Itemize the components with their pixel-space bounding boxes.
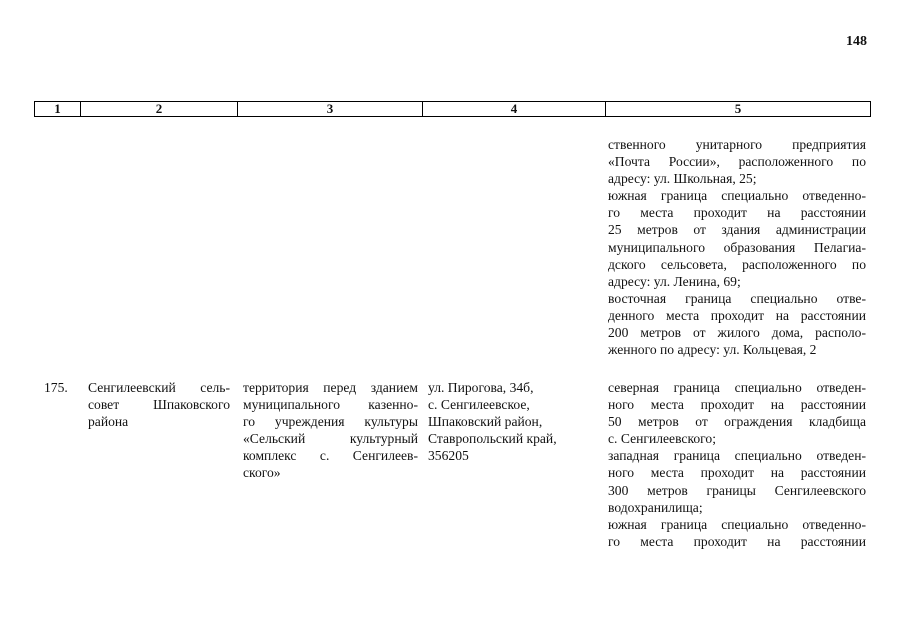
text-line: «Сельский культурный [243, 431, 418, 447]
text-line: района [88, 414, 129, 430]
text-line: ного места проходит на расстоянии [608, 397, 866, 413]
row-number [44, 379, 80, 396]
text-line: совет Шпаковского [88, 397, 230, 413]
text-line: восточная граница специально отве- [608, 290, 866, 306]
text-line: 356205 [428, 448, 469, 464]
text-line: Сенгилеевский сель- [88, 380, 230, 395]
text-line: территория перед зданием [243, 380, 418, 395]
text-line: 300 метров границы Сенгилеевского [608, 482, 866, 498]
text-line: дского сельсовета, расположенного по [608, 256, 866, 272]
text-line: водохранилища; [608, 499, 703, 515]
header-cell-1: 1 [35, 102, 81, 116]
text-line: го места проходит на расстоянии [608, 533, 866, 549]
text-line: адресу: ул. Школьная, 25; [608, 171, 757, 187]
row-number-text: 175. [44, 380, 68, 395]
text-line: комплекс с. Сенгилеев- [243, 448, 418, 464]
row-col2-settlement [88, 379, 230, 430]
text-line: ского» [243, 465, 281, 481]
header-cell-3: 3 [238, 102, 423, 116]
text-line: ного места проходит на расстоянии [608, 465, 866, 481]
text-line: ул. Пирогова, 34б, [428, 380, 534, 395]
text-line: го учреждения культуры [243, 414, 418, 430]
row-col3-location [243, 379, 418, 482]
text-line: с. Сенгилеевского; [608, 431, 716, 447]
header-cell-5: 5 [734, 101, 742, 116]
row-col4-address [428, 379, 598, 464]
text-line: Ставропольский край, [428, 431, 557, 447]
text-line: южная граница специально отведенно- [608, 188, 866, 204]
text-line: женного по адресу: ул. Кольцевая, 2 [608, 342, 817, 358]
text-line: западная граница специально отведен- [608, 448, 866, 464]
text-line: 200 метров от жилого дома, располо- [608, 325, 866, 341]
text-line: го места проходит на расстоянии [608, 205, 866, 221]
header-cell-4: 4 [423, 102, 606, 116]
text-line: адресу: ул. Ленина, 69; [608, 273, 741, 289]
text-line: «Почта России», расположенного по [608, 154, 866, 170]
text-line: 25 метров от здания администрации [608, 222, 866, 238]
text-line: ственного унитарного предприятия [608, 137, 866, 152]
text-line: денного места проходит на расстоянии [608, 307, 866, 323]
header-cell-2: 2 [81, 102, 238, 116]
text-line: муниципального казенно- [243, 397, 418, 413]
table-header-row [34, 101, 871, 117]
text-line: Шпаковский район, [428, 414, 543, 430]
text-line: южная граница специально отведенно- [608, 516, 866, 532]
continued-col5-text [608, 136, 866, 358]
text-line: с. Сенгилеевское, [428, 397, 530, 413]
text-line: северная граница специально отведен- [608, 380, 866, 395]
text-line: муниципального образования Пелагиа- [608, 239, 866, 255]
page-number: 148 [846, 34, 867, 49]
row-col5-boundaries [608, 379, 866, 550]
text-line: 50 метров от ограждения кладбища [608, 414, 866, 430]
